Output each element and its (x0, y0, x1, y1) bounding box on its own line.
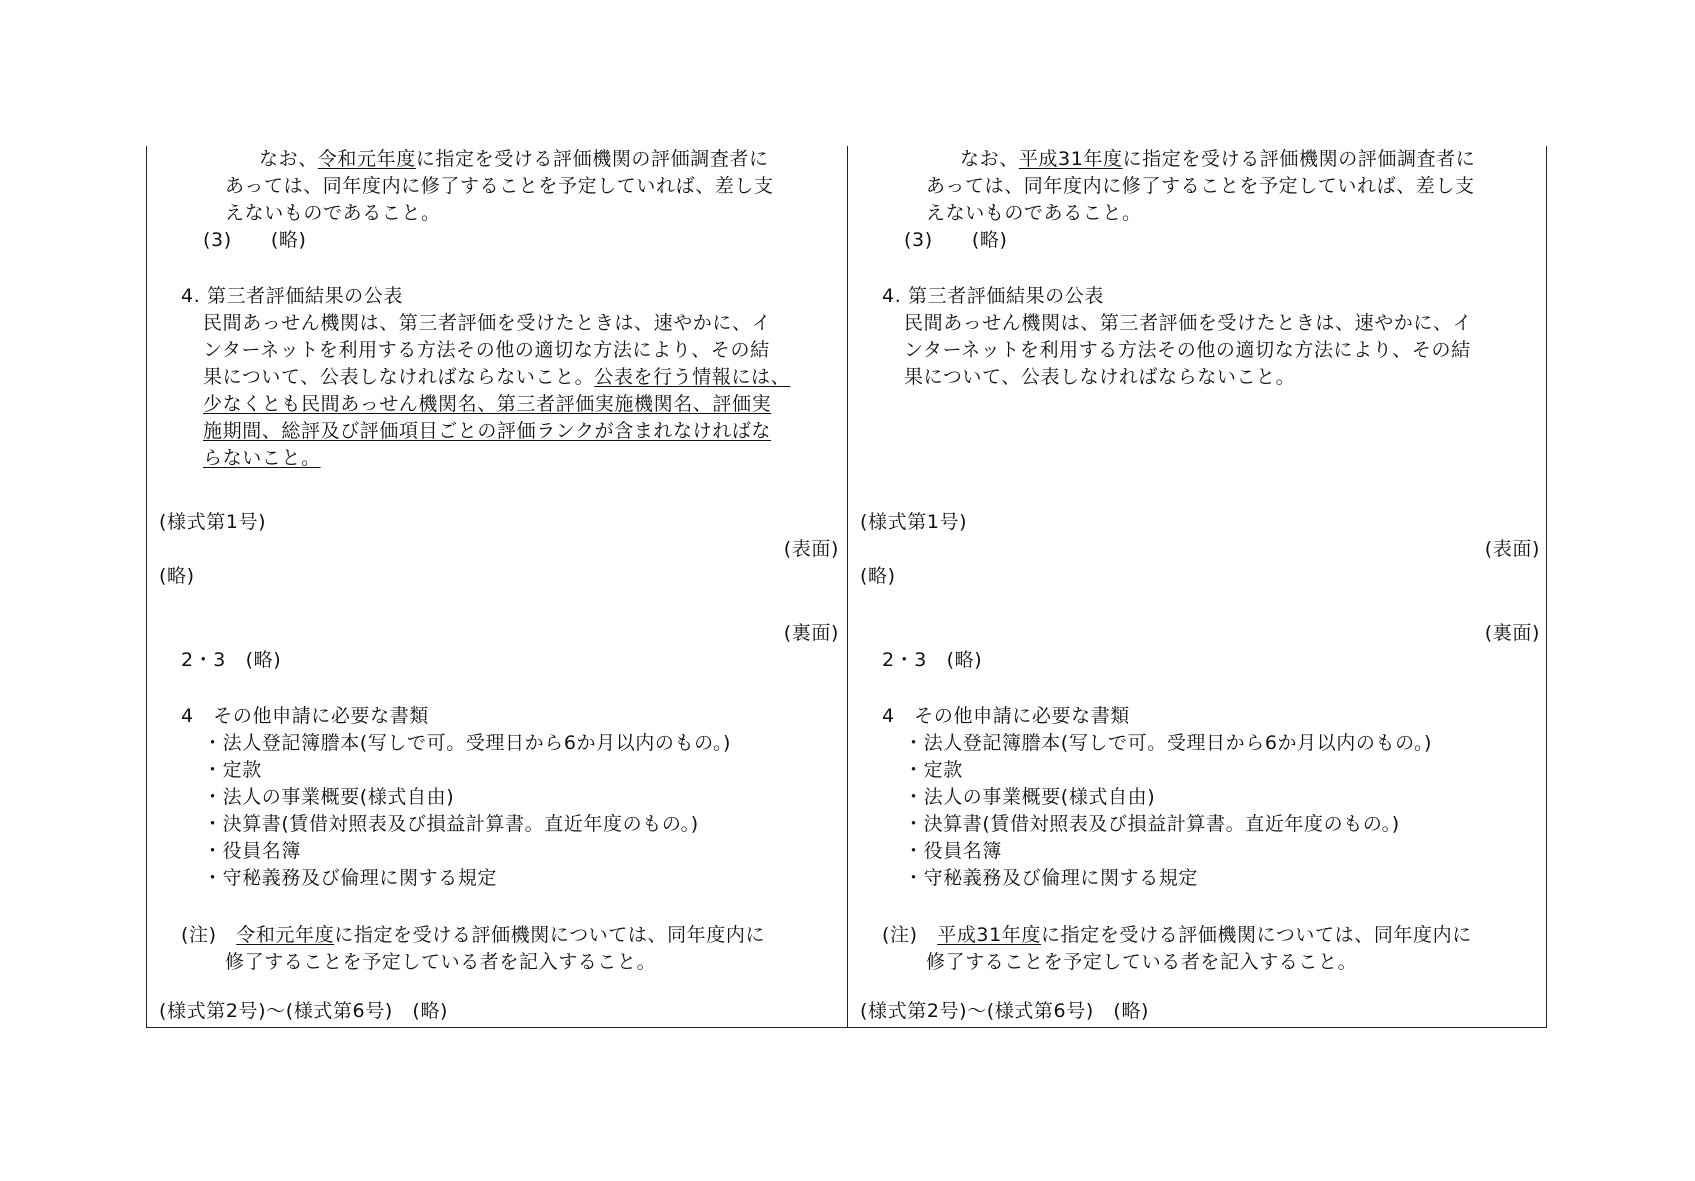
list-item: ・定款 (904, 759, 963, 781)
nao-paragraph-line2: あっては、同年度内に修了することを予定していれば、差し支 (926, 175, 1475, 197)
text-segment: に指定を受ける評価機関の評価調査者に (415, 148, 769, 170)
right-column (848, 146, 1548, 1027)
note-line2: 修了することを予定している者を記入すること。 (926, 951, 1358, 973)
item-3: (3) (略) (203, 229, 307, 251)
note-line2: 修了することを予定している者を記入すること。 (225, 951, 657, 973)
amended-phrase: 令和元年度 (317, 148, 416, 170)
section-4-title: 4. 第三者評価結果の公表 (181, 285, 403, 307)
omitted-note: (略) (860, 565, 896, 587)
items-2-3: 2・3 (略) (882, 649, 983, 671)
text-segment: なお、 (259, 148, 318, 170)
text-segment: に指定を受ける評価機関の評価調査者に (1122, 148, 1476, 170)
text-segment: に指定を受ける評価機関については、同年度内に (334, 924, 766, 946)
section-4-line3: 果について、公表しなければならないこと。 (904, 366, 1296, 388)
front-side-label: (表面) (783, 538, 839, 560)
section-4-line4: 少なくとも民間あっせん機関名、第三者評価実施機関名、評価実 (203, 393, 772, 415)
section-4-line6: らないこと。 (203, 447, 321, 469)
omitted-note: (略) (159, 565, 195, 587)
nao-paragraph-line1 (960, 146, 1475, 173)
list-item: ・守秘義務及び倫理に関する規定 (904, 867, 1199, 889)
nao-paragraph-line3: えないものであること。 (926, 202, 1142, 224)
section-4-line1: 民間あっせん機関は、第三者評価を受けたときは、速やかに、イ (904, 312, 1473, 334)
section-4-line5: 施期間、総評及び評価項目ごとの評価ランクが含まれなければな (203, 420, 772, 442)
section-4-line1: 民間あっせん機関は、第三者評価を受けたときは、速やかに、イ (203, 312, 772, 334)
left-column (147, 146, 847, 1027)
note-line1 (181, 922, 765, 949)
item-4-title: 4 その他申請に必要な書類 (882, 705, 1130, 727)
section-4-title: 4. 第三者評価結果の公表 (882, 285, 1104, 307)
list-item: ・法人の事業概要(様式自由) (904, 786, 1156, 808)
original-phrase: 平成31年度 (1018, 148, 1123, 170)
list-item: ・役員名簿 (203, 840, 302, 862)
list-item: ・決算書(賃借対照表及び損益計算書。直近年度のもの。) (904, 813, 1400, 835)
text-segment: なお、 (960, 148, 1019, 170)
list-item: ・決算書(賃借対照表及び損益計算書。直近年度のもの。) (203, 813, 699, 835)
nao-paragraph-line2: あっては、同年度内に修了することを予定していれば、差し支 (225, 175, 774, 197)
text-segment: (注) (882, 924, 938, 946)
form-1-heading: (様式第1号) (860, 511, 968, 533)
forms-2-6-omitted: (様式第2号)〜(様式第6号) (略) (159, 1000, 449, 1022)
list-item: ・法人登記簿謄本(写しで可。受理日から6か月以内のもの。) (904, 732, 1433, 754)
list-item: ・定款 (203, 759, 262, 781)
back-side-label: (裏面) (783, 622, 839, 644)
front-side-label: (表面) (1484, 538, 1540, 560)
text-segment: に指定を受ける評価機関については、同年度内に (1041, 924, 1472, 946)
note-line1 (882, 922, 1472, 949)
list-item: ・守秘義務及び倫理に関する規定 (203, 867, 498, 889)
items-2-3: 2・3 (略) (181, 649, 282, 671)
list-item: ・法人の事業概要(様式自由) (203, 786, 455, 808)
section-4-line2: ンターネットを利用する方法その他の適切な方法により、その結 (904, 339, 1471, 361)
list-item: ・法人登記簿謄本(写しで可。受理日から6か月以内のもの。) (203, 732, 732, 754)
nao-paragraph-line1 (259, 146, 769, 173)
text-segment: (注) (181, 924, 237, 946)
nao-paragraph-line3: えないものであること。 (225, 202, 441, 224)
list-item: ・役員名簿 (904, 840, 1003, 862)
text-segment: 果について、公表しなければならないこと。 (203, 366, 595, 388)
item-4-title: 4 その他申請に必要な書類 (181, 705, 429, 727)
section-4-line2: ンターネットを利用する方法その他の適切な方法により、その結 (203, 339, 770, 361)
form-1-heading: (様式第1号) (159, 511, 267, 533)
section-4-line3 (203, 364, 790, 391)
item-3: (3) (略) (904, 229, 1008, 251)
original-phrase: 平成31年度 (937, 924, 1042, 946)
forms-2-6-omitted: (様式第2号)〜(様式第6号) (略) (860, 1000, 1150, 1022)
back-side-label: (裏面) (1484, 622, 1540, 644)
amended-phrase: 令和元年度 (236, 924, 335, 946)
comparison-table (146, 146, 1547, 1028)
amended-phrase: 公表を行う情報には、 (594, 366, 791, 388)
